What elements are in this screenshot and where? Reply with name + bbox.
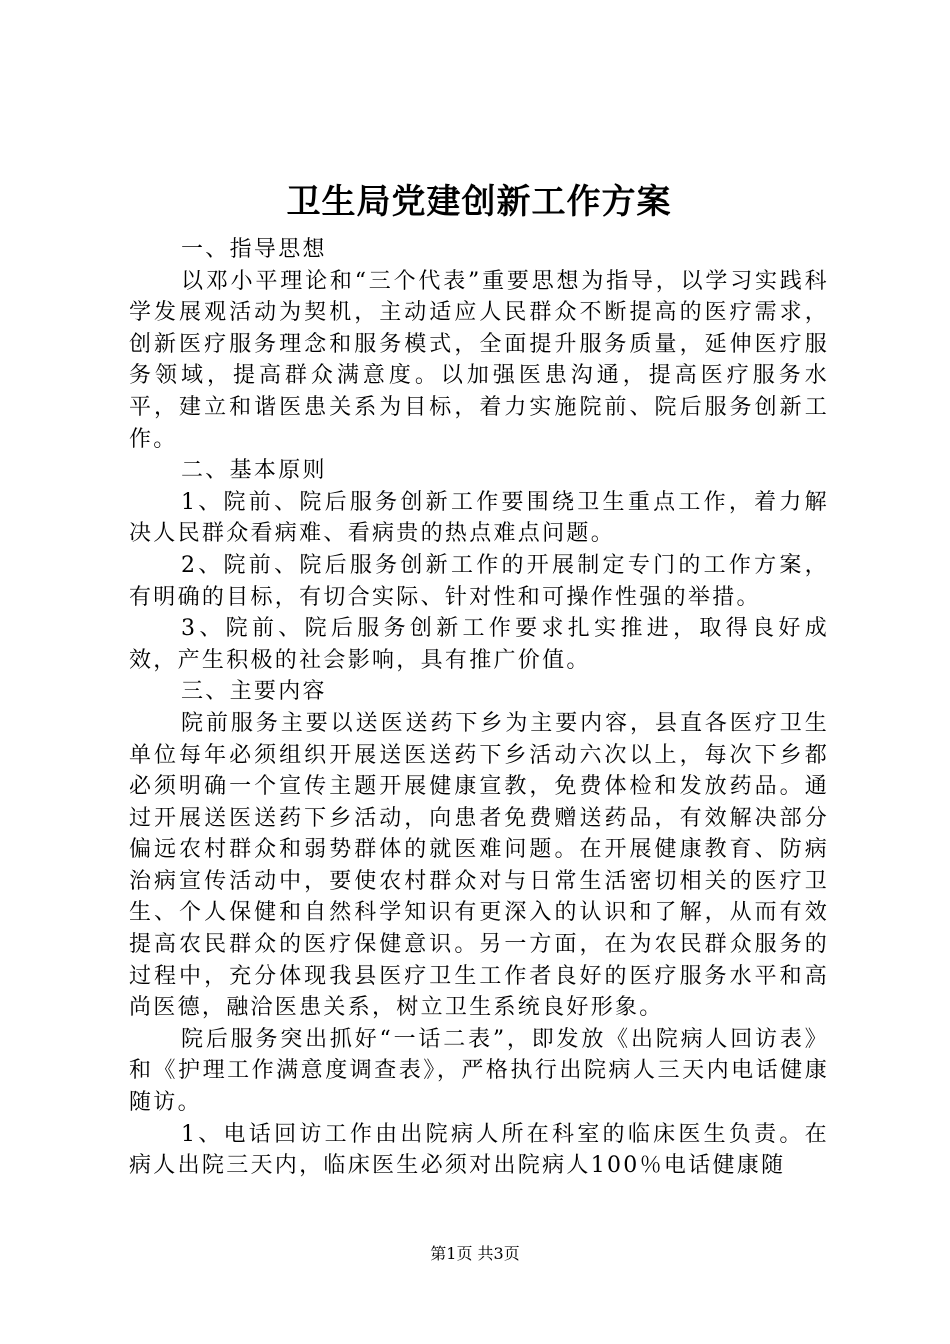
paragraph-principle-2: 2、院前、院后服务创新工作的开展制定专门的工作方案，有明确的目标，有切合实际、针对性和可操作性强的举措。	[129, 552, 829, 610]
paragraph-pre-hospital-service: 院前服务主要以送医送药下乡为主要内容，县直各医疗卫生单位每年必须组织开展送医送药下乡活动六次以上，每次下乡都必须明确一个宣传主题开展健康宣教，免费体检和发放药品。通过开展送医送药下乡活动，向患者免费赠送药品，有效解决部分偏远农村群众和弱势群体的就医难问题。在开展健康教育、防病治病宣传活动中，要使农村群众对与日常生活密切相关的医疗卫生、个人保健和自然科学知识有更深入的认识和了解，从而有效提高农民群众的医疗保健意识。另一方面，在为农民群众服务的过程中，充分体现我县医疗卫生工作者良好的医疗服务水平和高尚医德，融洽医患关系，树立卫生系统良好形象。	[129, 710, 829, 1021]
paragraph-post-hospital-service: 院后服务突出抓好“一话二表”，即发放《出院病人回访表》和《护理工作满意度调查表》，严格执行出院病人三天内电话健康随访。	[129, 1026, 829, 1116]
section-heading-basic-principles: 二、基本原则	[181, 458, 327, 484]
paragraph-principle-1: 1、院前、院后服务创新工作要围绕卫生重点工作，着力解决人民群众看病难、看病贵的热点难点问题。	[129, 489, 829, 547]
document-body	[129, 176, 829, 1182]
page-number-footer: 第1页 共3页	[430, 1244, 520, 1263]
paragraph-principle-3: 3、院前、院后服务创新工作要求扎实推进，取得良好成效，产生积极的社会影响，具有推广价值。	[129, 616, 829, 673]
document-title: 卫生局党建创新工作方案	[286, 182, 672, 222]
paragraph-guiding-ideology: 以邓小平理论和“三个代表”重要思想为指导，以学习实践科学发展观活动为契机，主动适应人民群众不断提高的医疗需求，创新医疗服务理念和服务模式，全面提升服务质量，延伸医疗服务领域，提高群众满意度。以加强医患沟通，提高医疗服务水平，建立和谐医患关系为目标，着力实施院前、院后服务创新工作。	[129, 268, 829, 452]
section-heading-guiding-ideology: 一、指导思想	[181, 237, 327, 262]
section-heading-main-content: 三、主要内容	[181, 679, 327, 705]
paragraph-phone-follow-up: 1、电话回访工作由出院病人所在科室的临床医生负责。在病人出院三天内，临床医生必须对出院病人100％电话健康随	[129, 1121, 829, 1179]
